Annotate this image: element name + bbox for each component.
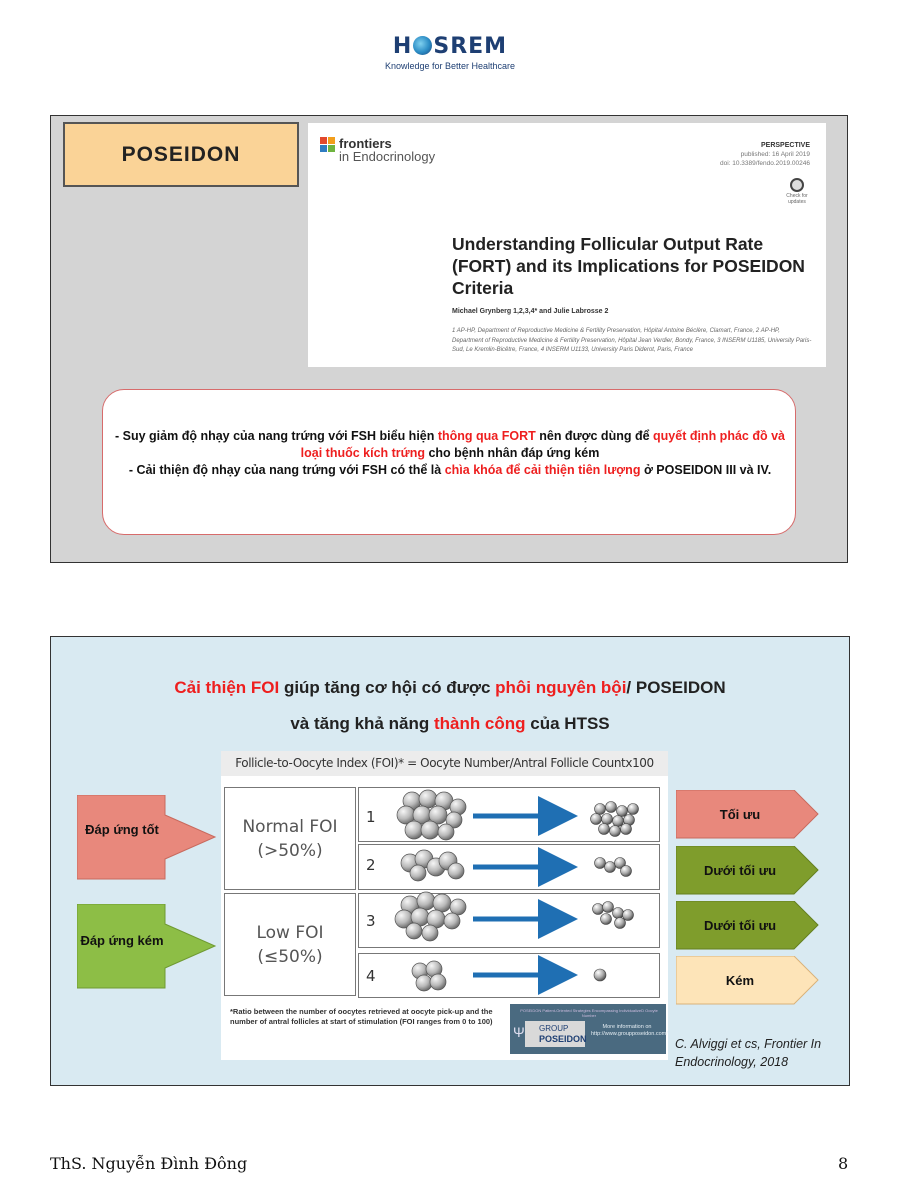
group-poseidon-link: More information on http://www.groupposeidon.com/ xyxy=(591,1024,668,1037)
doi: doi: 10.3389/fendo.2019.00246 xyxy=(719,159,810,167)
case-number-2: 2 xyxy=(366,856,376,874)
slide2-title-line1: Cải thiện FOI giúp tăng cơ hội có được phôi nguyên bội/ POSEIDON xyxy=(174,678,726,697)
logo-wordmark: H SREM xyxy=(392,34,508,59)
good-response-label: Đáp ứng tốt xyxy=(85,822,159,837)
citation: C. Alviggi et cs, Frontier In Endocrinology, 2018 xyxy=(675,1037,822,1069)
follicle-diagram xyxy=(358,787,660,999)
normal-foi-label: Normal FOI xyxy=(242,816,338,837)
poseidon-label: POSEIDON xyxy=(63,122,299,187)
case-number-3: 3 xyxy=(366,912,376,930)
group-poseidon-logo: GROUP POSEIDON xyxy=(525,1021,585,1047)
low-foi-range: (≤50%) xyxy=(257,946,323,967)
frontiers-mark-icon xyxy=(320,137,336,153)
normal-foi-range: (>50%) xyxy=(257,840,323,861)
follicle-cluster-1 xyxy=(397,790,466,840)
slide2-title-line2: và tăng khả năng thành công của HTSS xyxy=(290,714,610,733)
outcome-label-3: Dưới tối ưu xyxy=(703,918,777,933)
globe-icon xyxy=(413,36,432,55)
oocyte-cluster-3 xyxy=(593,902,634,929)
oocyte-cluster-4 xyxy=(594,969,606,981)
frontiers-logo xyxy=(320,137,435,163)
normal-foi-box xyxy=(224,787,356,890)
check-updates-icon xyxy=(790,178,804,192)
hosrem-logo xyxy=(0,34,900,71)
group-poseidon-subtitle: POSEIDON Patient-Oriented Strategies Encompassing IndividualizeD Oocyte Number xyxy=(520,1008,658,1018)
outcome-label-1: Tối ưu xyxy=(719,807,761,822)
low-foi-box xyxy=(224,893,356,996)
article-meta xyxy=(650,141,810,168)
oocyte-cluster-2 xyxy=(595,858,632,877)
case-number-1: 1 xyxy=(366,808,376,826)
footer-author: ThS. Nguyễn Đình Đông xyxy=(50,1154,248,1173)
follicle-cluster-3 xyxy=(395,892,466,941)
oocyte-cluster-1 xyxy=(591,802,639,837)
journal-subtitle: in Endocrinology xyxy=(339,149,436,164)
bullet-2: - Cải thiện độ nhạy của nang trứng với FSH có thể là chìa khóa để cải thiện tiên lượng ở POSEIDON III và IV. xyxy=(128,463,772,477)
case-number-4: 4 xyxy=(366,967,376,985)
published-date: published: 16 April 2019 xyxy=(740,150,810,158)
figure-footnote: *Ratio between the number of oocytes retrieved at oocyte pick-up and the number of antral follicles at start of stimulation (FOI ranges from 0 to 100) xyxy=(230,1007,493,1026)
bullet-1: - Suy giảm độ nhạy của nang trứng với FSH biểu hiện thông qua FORT nên được dùng để quyết định phác đồ và loại thuốc kích trứng cho bệnh nhân đáp ứng kém xyxy=(115,429,785,460)
summary-text xyxy=(112,428,788,479)
follicle-cluster-2 xyxy=(401,850,464,881)
paper-authors: Michael Grynberg 1,2,3,4* and Julie Labrosse 2 xyxy=(452,308,609,315)
outcome-label-2: Dưới tối ưu xyxy=(703,863,777,878)
article-type: PERSPECTIVE xyxy=(760,142,810,149)
check-updates-badge: Check for updates xyxy=(784,178,810,204)
low-foi-label: Low FOI xyxy=(256,922,324,943)
figure-header: Follicle-to-Oocyte Index (FOI)* = Oocyte Number/Antral Follicle Countx100 xyxy=(221,751,668,776)
paper-affiliations: 1 AP-HP, Department of Reproductive Medicine & Fertility Preservation, Hôpital Antoine Béclère, Clamart, France, 2 AP-HP, Department of Reproductive Medicine & Fertility Preservation, Hôpital Jean Verdier, Bondy, France, 3 INSERM U1185, University Paris-Sud, Le Kremlin-Bicêtre, France, 4 INSERM U1133, University Paris Diderot, Paris, France xyxy=(452,328,812,353)
trident-icon: Ψ xyxy=(513,1024,525,1040)
logo-tagline: Knowledge for Better Healthcare xyxy=(384,61,516,71)
paper-title: Understanding Follicular Output Rate (FORT) and its Implications for POSEIDON Criteria xyxy=(452,234,805,298)
outcome-label-4: Kém xyxy=(725,973,755,988)
page-number: 8 xyxy=(838,1154,849,1173)
journal-name: frontiers xyxy=(339,136,392,151)
poor-response-label: Đáp ứng kém xyxy=(80,933,164,948)
follicle-cluster-4 xyxy=(412,961,446,991)
